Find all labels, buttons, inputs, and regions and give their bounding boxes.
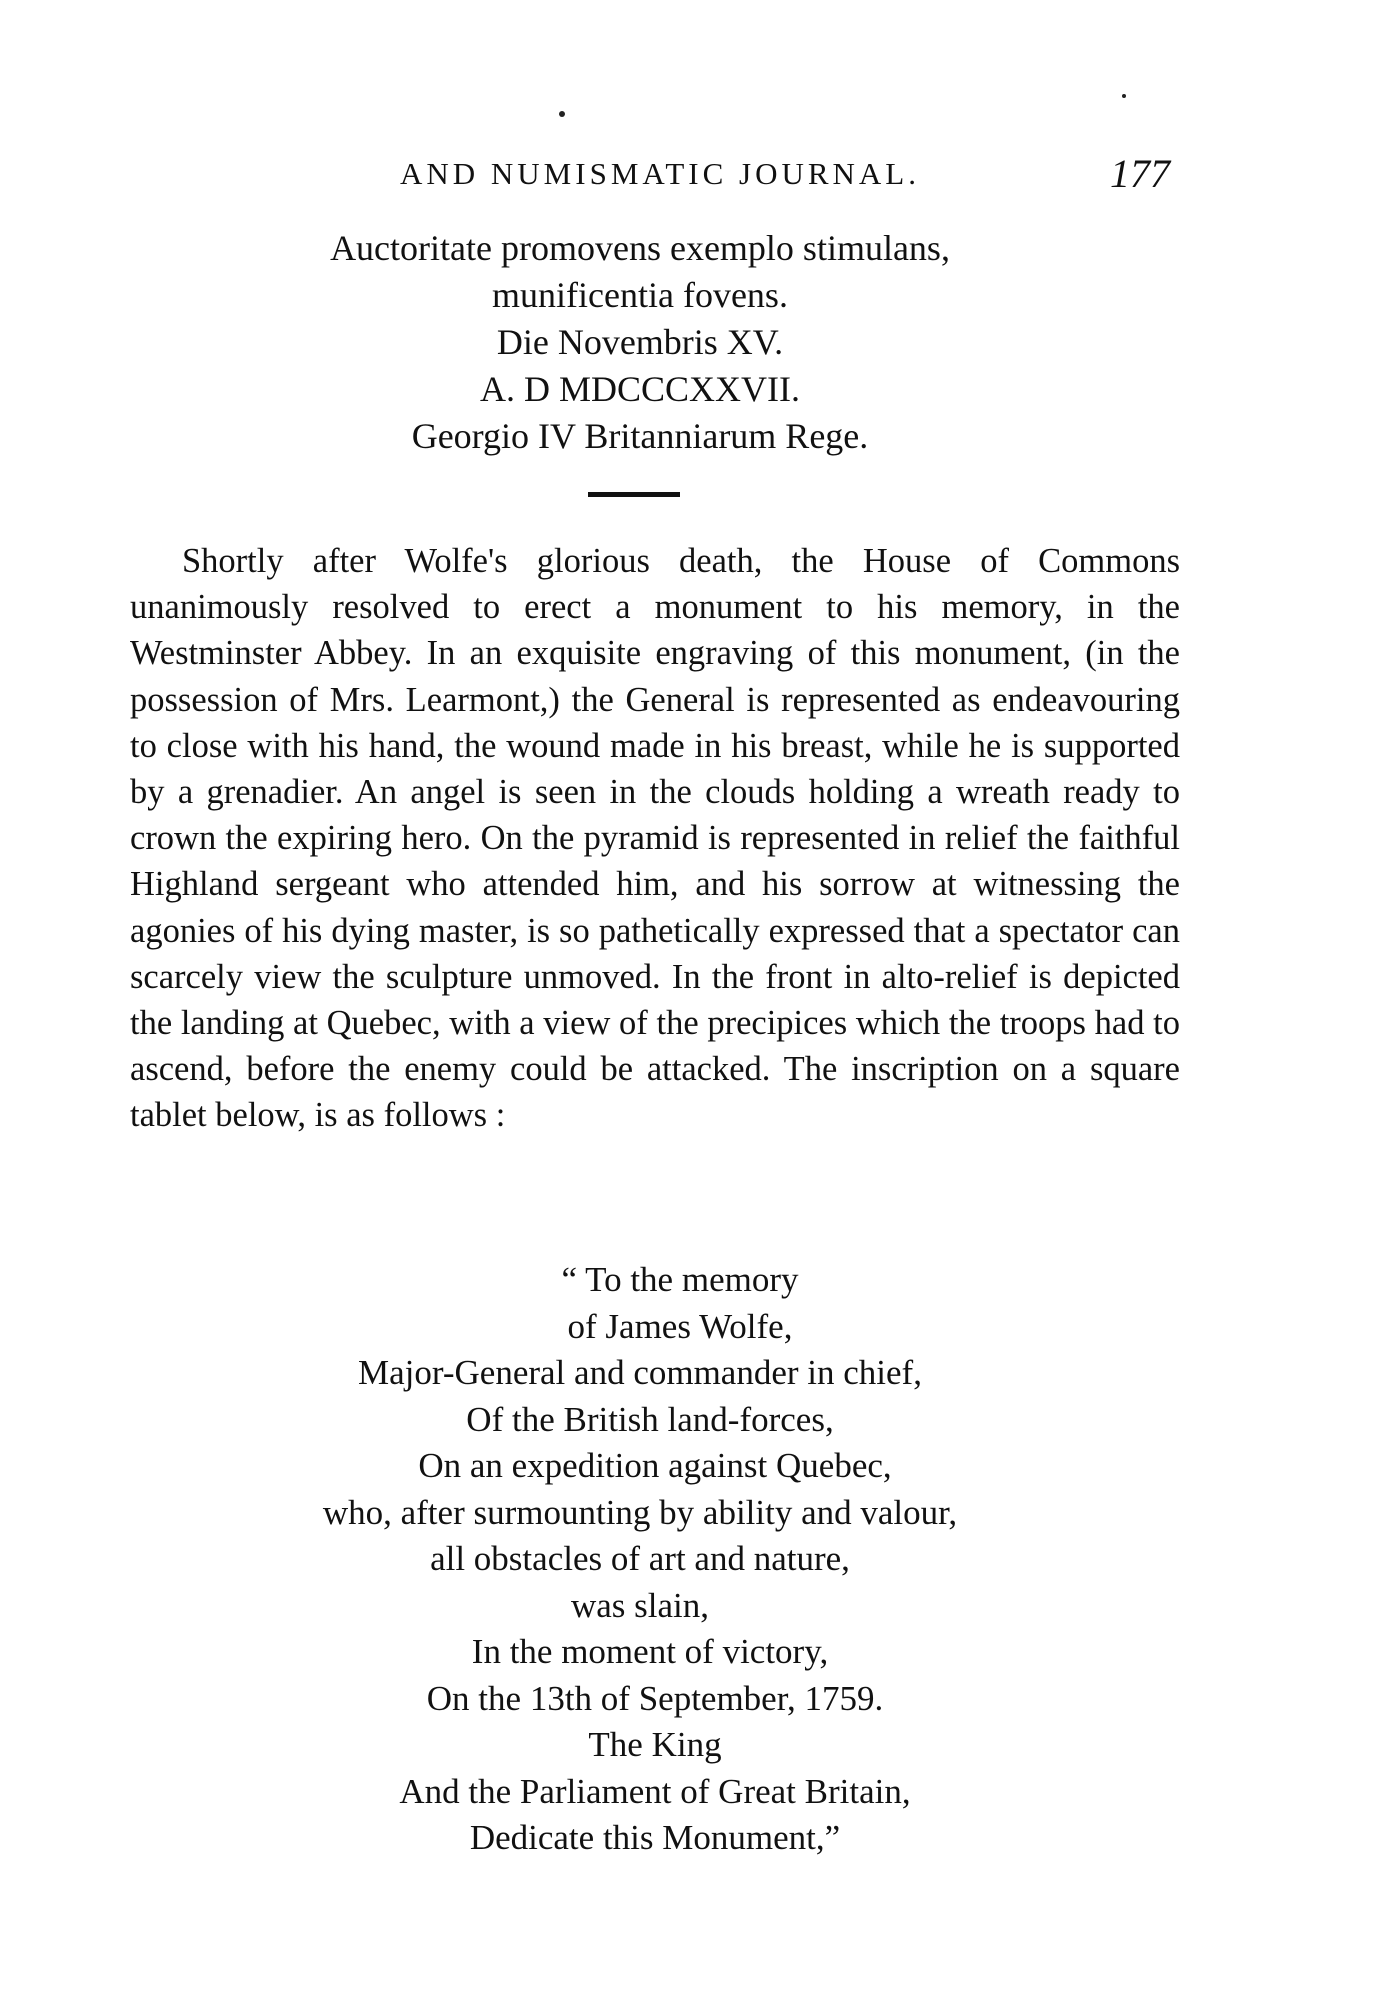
paragraph: Shortly after Wolfe's glorious death, the House of Commons unanimously resolved to erect a monument to his memory, in the Westminster Abbey. In an exquisite engraving of this monument, (in the possession of Mrs. Learmont,) the General is represented as endeavouring to close with his hand, the wound made in his breast, while he is supported by a grenadier. An angel is seen in the clouds holding a wreath ready to crown the expiring hero. On the pyramid is represented in relief the faithful Highland sergeant who attended him, and his sorrow at witnessing the agonies of his dying master, is so pathetically expressed that a spectator can scarcely view the sculpture unmoved. In the front in alto-relief is depicted the landing at Quebec, with a view of the precipices which the troops had to ascend, before the enemy could be attacked. The inscription on a square tablet below, is as follows : (130, 542, 1180, 1135)
inscription-line: munificentia fovens. (492, 275, 788, 315)
epitaph-line: all obstacles of art and nature, (430, 1539, 850, 1578)
epitaph-line: who, after surmounting by ability and valour, (322, 1492, 958, 1532)
monument-epitaph (130, 1257, 1190, 1862)
epitaph-line: was slain, (570, 1585, 710, 1625)
epitaph-line: On the 13th of September, 1759. (426, 1678, 884, 1718)
page-header (130, 150, 1190, 200)
epitaph-line: Of the British land-forces, (466, 1399, 834, 1439)
inscription-line: A. D MDCCCXXVII. (479, 369, 800, 409)
inscription-line: Georgio IV Britanniarum Rege. (411, 416, 869, 456)
epitaph-line: In the moment of victory, (471, 1632, 829, 1671)
inscription-line: Auctoritate promovens exemplo stimulans, (330, 228, 950, 268)
running-head: AND NUMISMATIC JOURNAL. (400, 156, 920, 191)
latin-inscription (130, 225, 1190, 460)
ink-speck (1122, 94, 1126, 98)
epitaph-line: On an expedition against Quebec, (418, 1446, 892, 1485)
section-divider (588, 492, 680, 497)
page-number: 177 (1110, 151, 1170, 196)
body-text (130, 538, 1180, 1139)
epitaph-line: The King (588, 1725, 722, 1764)
inscription-line: Die Novembris XV. (496, 322, 784, 362)
epitaph-line: And the Parliament of Great Britain, (399, 1771, 911, 1811)
epitaph-line: Major-General and commander in chief, (358, 1353, 922, 1392)
ink-speck (559, 111, 565, 117)
epitaph-line: of James Wolfe, (567, 1306, 793, 1346)
epitaph-line: “ To the memory (561, 1260, 799, 1299)
epitaph-line: Dedicate this Monument,” (469, 1818, 841, 1857)
